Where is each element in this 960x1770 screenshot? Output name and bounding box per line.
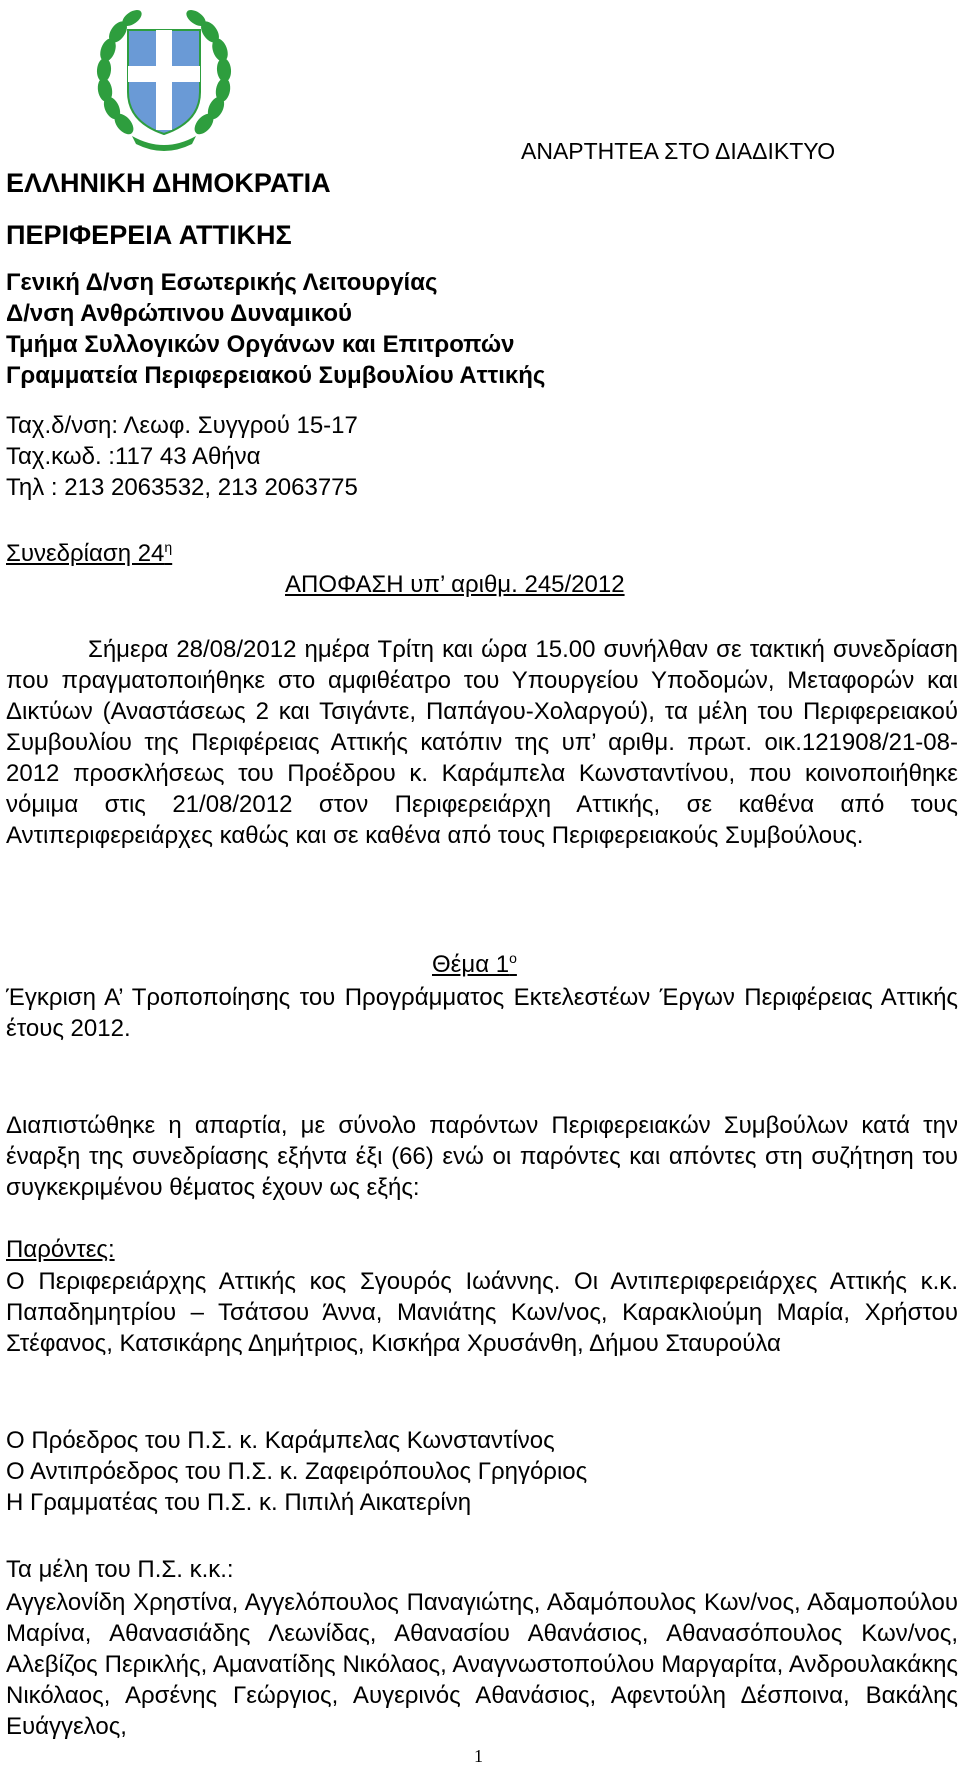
hellenic-coat-of-arms-emblem [88, 4, 240, 154]
address-line: Ταχ.κωδ. :117 43 Αθήνα [6, 443, 261, 470]
department-block [6, 267, 545, 391]
department-line: Γενική Δ/νση Εσωτερικής Λειτουργίας [6, 269, 438, 296]
department-line: Τμήμα Συλλογικών Οργάνων και Επιτροπών [6, 331, 515, 358]
decision-number: ΑΠΟΦΑΣΗ υπ’ αριθμ. 245/2012 [285, 571, 625, 598]
online-publication-notice: ΑΝΑΡΤΗΤΕΑ ΣΤΟ ΔΙΑΔΙΚΤΥΟ [521, 138, 836, 164]
members-paragraph: Αγγελονίδη Χρηστίνα, Αγγελόπουλος Παναγιώτης, Αδαμόπουλος Κων/νος, Αδαμοπούλου Μαρίνα, Αθανασιάδης Λεωνίδας, Αθανασίου Αθανάσιος, Αθανασόπουλος Κων/νος, Αλεβίζος Περικλής, Αμανατίδης Νικόλαος, Αναγνωστοπούλου Μαργαρίτα, Ανδρουλακάκης Νικόλαος, Αρσένης Γεώργιος, Αυγερινός Αθανάσιος, Αφεντούλη Δέσποινα, Βακάλης Ευάγγελος, [6, 1589, 958, 1740]
board-officer-line: Η Γραμματέας του Π.Σ. κ. Πιπιλή Αικατερίνη [6, 1489, 472, 1516]
topic-heading [432, 950, 517, 979]
topic-label: Θέμα 1 [432, 951, 510, 978]
board-officer-line: Ο Αντιπρόεδρος του Π.Σ. κ. Ζαφειρόπουλος Γρηγόριος [6, 1458, 588, 1485]
session-number [6, 539, 172, 568]
address-block [6, 410, 358, 503]
present-label: Παρόντες: [6, 1236, 115, 1263]
quorum-paragraph: Διαπιστώθηκε η απαρτία, με σύνολο παρόντων Περιφερειακών Συμβούλων κατά την έναρξη της συνεδρίασης εξήντα έξι (66) ενώ οι παρόντες και απόντες στη συζήτηση του συγκεκριμένου θέματος έχουν ως εξής: [6, 1112, 958, 1201]
present-paragraph: Ο Περιφερειάρχης Αττικής κος Σγουρός Ιωάννης. Οι Αντιπεριφερειάρχες Αττικής κ.κ. Παπαδημητρίου – Τσάτσου Άννα, Μανιάτης Κων/νος, Καρακλιούμη Μαρία, Χρήστου Στέφανος, Κατσικάρης Δημήτριος, Κισκήρα Χρυσάνθη, Δήμου Σταυρούλα [6, 1268, 958, 1357]
members-label: Τα μέλη του Π.Σ. κ.κ.: [6, 1556, 234, 1583]
topic-superscript: ο [509, 950, 517, 966]
topic-text: Έγκριση Α’ Τροποποίησης του Προγράμματος Εκτελεστέων Έργων Περιφέρειας Αττικής έτους 2012. [6, 984, 958, 1042]
region-heading: ΠΕΡΙΦΕΡΕΙΑ ΑΤΤΙΚΗΣ [6, 220, 292, 250]
board-officer-line: Ο Πρόεδρος του Π.Σ. κ. Καράμπελας Κωνσταντίνος [6, 1427, 555, 1454]
address-line: Ταχ.δ/νση: Λεωφ. Συγγρού 15-17 [6, 412, 358, 439]
address-line: Τηλ : 213 2063532, 213 2063775 [6, 474, 358, 501]
intro-paragraph: Σήμερα 28/08/2012 ημέρα Τρίτη και ώρα 15.00 συνήλθαν σε τακτική συνεδρίαση που πραγματοποιήθηκε στο αμφιθέατρο του Υπουργείου Υποδομών, Μεταφορών και Δικτύων (Αναστάσεως 2 και Τσιγάντε, Παπάγου-Χολαργού), τα μέλη του Περιφερειακού Συμβουλίου της Περιφέρειας Αττικής κατόπιν της υπ’ αριθμ. πρωτ. οικ.121908/21-08-2012 προσκλήσεως του Προέδρου κ. Καράμπελα Κωνσταντίνου, που κοινοποιήθηκε νόμιμα στις 21/08/2012 στον Περιφερειάρχη Αττικής, σε καθένα από τους Αντιπεριφερειάρχες καθώς και σε καθένα από τους Περιφερειακούς Συμβούλους. [6, 636, 958, 849]
board-officers-block [6, 1425, 587, 1518]
department-line: Γραμματεία Περιφερειακού Συμβουλίου Αττικής [6, 362, 546, 389]
page-number: 1 [474, 1746, 483, 1766]
session-superscript: η [164, 539, 173, 555]
hellenic-republic-heading: ΕΛΛΗΝΙΚΗ ΔΗΜΟΚΡΑΤΙΑ [6, 168, 331, 198]
session-label: Συνεδρίαση 24 [6, 540, 165, 567]
department-line: Δ/νση Ανθρώπινου Δυναμικού [6, 300, 353, 327]
